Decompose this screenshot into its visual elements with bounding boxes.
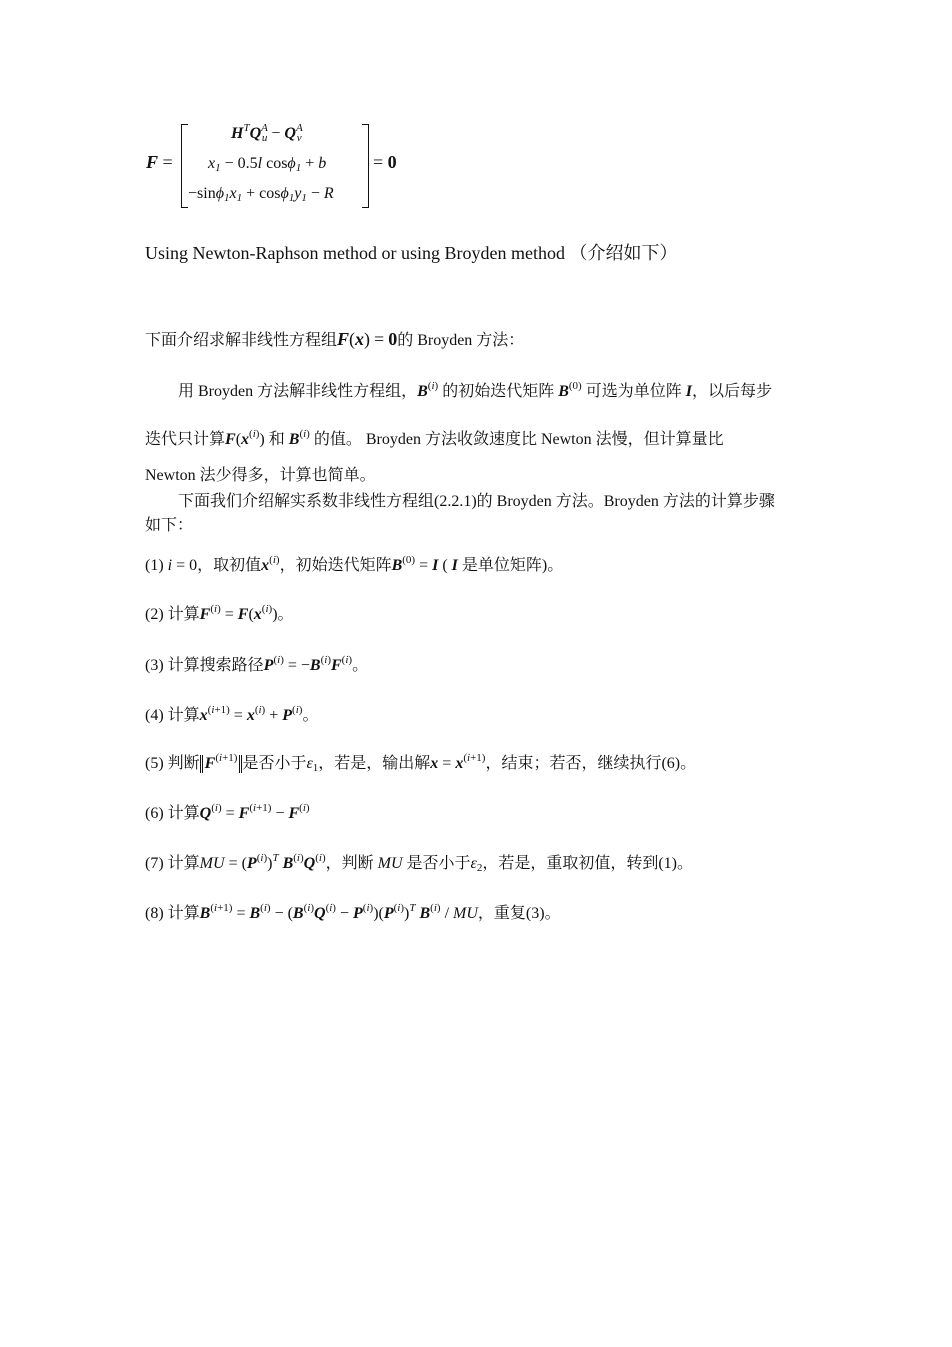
step-6: (6) 计算$Q^{(i)} = F^{(i+1)} - F^{(i)}$ — [145, 802, 310, 822]
para1-text-g: 的值。 Broyden 方法收敛速度比 Newton 法慢，但计算量比 — [313, 431, 724, 448]
para1-line1: 用 Broyden 方法解非线性方程组，$B^{(i)}$ 的初始迭代矩阵 $B^{(0)}$ 可选为单位阵 I，以后每步 — [178, 380, 772, 400]
step-1-text-c: 是单位矩阵)。 — [461, 557, 564, 574]
matrix-row-2: $x_1 - 0.5l$ cosϕ$_1$ + b — [208, 155, 327, 174]
para1-text-f: 和 — [268, 431, 285, 448]
step-1: (1) i = 0，取初值$x^{(i)}$，初始迭代矩阵$B^{(0)} = I$ ( I 是单位矩阵)。 — [145, 554, 564, 574]
equation-rhs: = 0 — [373, 152, 397, 172]
para1-text-a: 用 Broyden 方法解非线性方程组， — [178, 383, 418, 400]
step-8: (8) 计算$B^{(i+1)} = B^{(i)} - (B^{(i)}Q^{(i)} - P^{(i)})(P^{(i)})^T$ $B^{(i)}$ / MU，重复(3)。 — [145, 902, 561, 922]
step-7-text-a: 计算 — [167, 855, 200, 872]
method-line: Using Newton-Raphson method or using Broyden method （介绍如下） — [145, 243, 678, 263]
norm-symbol: $F^{(i+1)}$ — [200, 755, 243, 773]
step-1-text-b: ，初始迭代矩阵 — [279, 557, 392, 574]
intro-line: 下面介绍求解非线性方程组F(x) = 0的 Broyden 方法： — [145, 329, 525, 349]
step-5: (5) 判断 $F^{(i+1)}$ 是否小于$\varepsilon_1$，若是，输出解$x = x^{(i+1)}$，结束；若否，继续执行(6)。 — [145, 752, 697, 774]
step-2-num: (2) — [145, 606, 164, 623]
para1-text-d: ，以后每步 — [691, 383, 772, 400]
para1-line2: 迭代只计算$F(x^{(i)})$ 和 $B^{(i)}$ 的值。 Broyden 方法收敛速度比 Newton 法慢，但计算量比 — [145, 428, 724, 448]
step-7: (7) 计算MU = $(P^{(i)})^T$ $B^{(i)}Q^{(i)}$，判断 MU 是否小于$\varepsilon_2$，若是，重取初值，转到(1)。 — [145, 852, 694, 874]
step-5-text-a: 判断 — [167, 755, 200, 772]
step-4: (4) 计算$x^{(i+1)} = x^{(i)} + P^{(i)}$。 — [145, 704, 319, 724]
left-bracket — [181, 124, 188, 208]
step-8-end: ，重复(3)。 — [477, 905, 561, 922]
step-4-text-a: 计算 — [167, 707, 200, 724]
matrix-row-1: $H^TQ^A_u - Q^A_v$ — [231, 122, 303, 144]
step-5-text-d: ，结束；若否，继续执行(6)。 — [485, 755, 697, 772]
step-4-num: (4) — [145, 707, 164, 724]
step-1-num: (1) — [145, 557, 164, 574]
matrix-row-3: $-\sin\phi_1x_1 + \cos\phi_1y_1 - R$ — [188, 185, 334, 204]
step-5-num: (5) — [145, 755, 164, 772]
para2-line2: 如下： — [145, 517, 194, 534]
para1-text-e: 迭代只计算 — [145, 431, 226, 448]
step-8-num: (8) — [145, 905, 164, 922]
intro-after: 的 Broyden 方法： — [397, 332, 525, 349]
right-bracket — [362, 124, 369, 208]
step-8-text-a: 计算 — [167, 905, 200, 922]
step-4-end: 。 — [302, 707, 319, 724]
step-7-text-c: 是否小于 — [406, 855, 471, 872]
step-3: (3) 计算搜索路径$P^{(i)} = -B^{(i)}F^{(i)}$。 — [145, 654, 369, 674]
step-5-text-c: ，若是，输出解 — [318, 755, 431, 772]
para1-text-b: 的初始迭代矩阵 — [442, 383, 555, 400]
step-2-end: 。 — [277, 606, 294, 623]
step-5-text-b: 是否小于 — [242, 755, 307, 772]
step-7-text-b: ，判断 — [325, 855, 374, 872]
step-2-text-a: 计算 — [167, 606, 200, 623]
step-3-num: (3) — [145, 657, 164, 674]
step-3-text-a: 计算搜索路径 — [167, 657, 264, 674]
step-6-text-a: 计算 — [167, 805, 200, 822]
step-2: (2) 计算$F^{(i)} = F(x^{(i)})$。 — [145, 603, 294, 623]
equation-lhs: F = — [146, 152, 173, 172]
para1-text-c: 可选为单位阵 — [585, 383, 682, 400]
para1-line3: Newton 法少得多，计算也简单。 — [145, 467, 376, 484]
step-6-num: (6) — [145, 805, 164, 822]
step-7-num: (7) — [145, 855, 164, 872]
intro-before: 下面介绍求解非线性方程组 — [145, 332, 338, 349]
step-1-text-a: ，取初值 — [197, 557, 262, 574]
step-3-end: 。 — [352, 657, 369, 674]
step-7-text-d: ，若是，重取初值，转到(1)。 — [482, 855, 694, 872]
para2-line1: 下面我们介绍解实系数非线性方程组(2.2.1)的 Broyden 方法。Broyden 方法的计算步骤 — [178, 493, 775, 510]
